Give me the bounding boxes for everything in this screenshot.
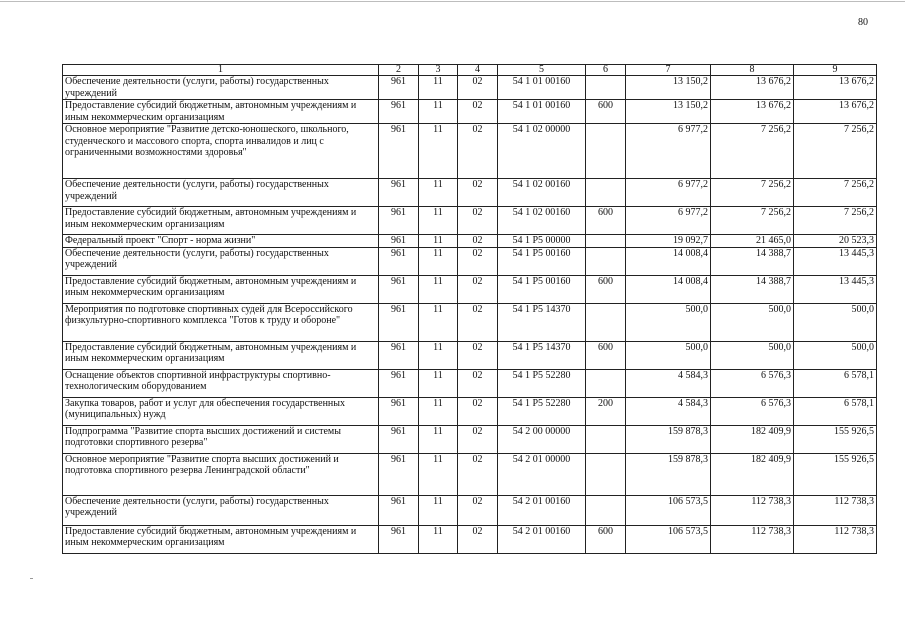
row-name-cell: Обеспечение деятельности (услуги, работы) государственных учреждений bbox=[63, 179, 379, 207]
amount-cell: 155 926,5 bbox=[794, 425, 877, 453]
table-row bbox=[63, 207, 877, 235]
amount-cell: 13 150,2 bbox=[626, 76, 711, 100]
amount-cell: 112 738,3 bbox=[711, 525, 794, 553]
expense-type-cell bbox=[586, 495, 626, 525]
subsection-cell: 02 bbox=[458, 235, 498, 248]
admin-code-cell: 961 bbox=[379, 179, 419, 207]
section-cell: 11 bbox=[419, 303, 458, 341]
amount-cell: 106 573,5 bbox=[626, 495, 711, 525]
table-row bbox=[63, 76, 877, 100]
target-article-cell: 54 1 02 00160 bbox=[498, 207, 586, 235]
column-header: 3 bbox=[419, 65, 458, 76]
target-article-cell: 54 1 P5 00000 bbox=[498, 235, 586, 248]
amount-cell: 500,0 bbox=[794, 341, 877, 369]
amount-cell: 19 092,7 bbox=[626, 235, 711, 248]
admin-code-cell: 961 bbox=[379, 525, 419, 553]
amount-cell: 7 256,2 bbox=[711, 179, 794, 207]
section-cell: 11 bbox=[419, 76, 458, 100]
amount-cell: 13 676,2 bbox=[794, 100, 877, 124]
amount-cell: 14 008,4 bbox=[626, 275, 711, 303]
admin-code-cell: 961 bbox=[379, 100, 419, 124]
expense-type-cell bbox=[586, 247, 626, 275]
subsection-cell: 02 bbox=[458, 76, 498, 100]
top-rule bbox=[0, 1, 905, 2]
table-row bbox=[63, 369, 877, 397]
admin-code-cell: 961 bbox=[379, 235, 419, 248]
admin-code-cell: 961 bbox=[379, 425, 419, 453]
target-article-cell: 54 2 01 00160 bbox=[498, 525, 586, 553]
table-row bbox=[63, 100, 877, 124]
expense-type-cell bbox=[586, 303, 626, 341]
row-name-cell: Предоставление субсидий бюджетным, автономным учреждениям и иным некоммерческим организациям bbox=[63, 341, 379, 369]
section-cell: 11 bbox=[419, 179, 458, 207]
target-article-cell: 54 1 02 00160 bbox=[498, 179, 586, 207]
column-header: 2 bbox=[379, 65, 419, 76]
table-row bbox=[63, 397, 877, 425]
expense-type-cell bbox=[586, 235, 626, 248]
target-article-cell: 54 1 P5 52280 bbox=[498, 397, 586, 425]
amount-cell: 13 676,2 bbox=[794, 76, 877, 100]
amount-cell: 13 150,2 bbox=[626, 100, 711, 124]
expense-type-cell: 200 bbox=[586, 397, 626, 425]
scan-mark bbox=[30, 578, 33, 579]
section-cell: 11 bbox=[419, 235, 458, 248]
amount-cell: 6 977,2 bbox=[626, 207, 711, 235]
amount-cell: 159 878,3 bbox=[626, 425, 711, 453]
admin-code-cell: 961 bbox=[379, 495, 419, 525]
admin-code-cell: 961 bbox=[379, 247, 419, 275]
table-row bbox=[63, 303, 877, 341]
table-row bbox=[63, 495, 877, 525]
admin-code-cell: 961 bbox=[379, 275, 419, 303]
expense-type-cell bbox=[586, 179, 626, 207]
column-header: 7 bbox=[626, 65, 711, 76]
amount-cell: 7 256,2 bbox=[711, 207, 794, 235]
amount-cell: 7 256,2 bbox=[794, 124, 877, 179]
amount-cell: 155 926,5 bbox=[794, 453, 877, 495]
row-name-cell: Обеспечение деятельности (услуги, работы) государственных учреждений bbox=[63, 76, 379, 100]
row-name-cell: Предоставление субсидий бюджетным, автономным учреждениям и иным некоммерческим организациям bbox=[63, 525, 379, 553]
expense-type-cell bbox=[586, 425, 626, 453]
table-row bbox=[63, 124, 877, 179]
table-row bbox=[63, 341, 877, 369]
expense-type-cell: 600 bbox=[586, 207, 626, 235]
amount-cell: 20 523,3 bbox=[794, 235, 877, 248]
target-article-cell: 54 2 00 00000 bbox=[498, 425, 586, 453]
amount-cell: 6 576,3 bbox=[711, 369, 794, 397]
row-name-cell: Основное мероприятие "Развитие детско-юношеского, школьного, студенческого и массового спорта, спорта инвалидов и лиц с ограниченными возможностями здоровья" bbox=[63, 124, 379, 179]
table-row bbox=[63, 525, 877, 553]
column-header: 5 bbox=[498, 65, 586, 76]
target-article-cell: 54 1 02 00000 bbox=[498, 124, 586, 179]
amount-cell: 13 676,2 bbox=[711, 100, 794, 124]
target-article-cell: 54 1 01 00160 bbox=[498, 100, 586, 124]
amount-cell: 500,0 bbox=[711, 341, 794, 369]
table-row bbox=[63, 179, 877, 207]
table-row bbox=[63, 235, 877, 248]
target-article-cell: 54 1 P5 14370 bbox=[498, 303, 586, 341]
amount-cell: 21 465,0 bbox=[711, 235, 794, 248]
admin-code-cell: 961 bbox=[379, 341, 419, 369]
amount-cell: 6 977,2 bbox=[626, 124, 711, 179]
column-header: 9 bbox=[794, 65, 877, 76]
expense-type-cell: 600 bbox=[586, 100, 626, 124]
subsection-cell: 02 bbox=[458, 303, 498, 341]
target-article-cell: 54 1 P5 52280 bbox=[498, 369, 586, 397]
subsection-cell: 02 bbox=[458, 207, 498, 235]
target-article-cell: 54 1 P5 14370 bbox=[498, 341, 586, 369]
subsection-cell: 02 bbox=[458, 525, 498, 553]
row-name-cell: Оснащение объектов спортивной инфраструктуры спортивно-технологическим оборудованием bbox=[63, 369, 379, 397]
target-article-cell: 54 1 01 00160 bbox=[498, 76, 586, 100]
budget-table bbox=[62, 64, 877, 554]
amount-cell: 182 409,9 bbox=[711, 425, 794, 453]
amount-cell: 159 878,3 bbox=[626, 453, 711, 495]
subsection-cell: 02 bbox=[458, 397, 498, 425]
admin-code-cell: 961 bbox=[379, 207, 419, 235]
amount-cell: 500,0 bbox=[626, 303, 711, 341]
amount-cell: 112 738,3 bbox=[711, 495, 794, 525]
section-cell: 11 bbox=[419, 397, 458, 425]
expense-type-cell: 600 bbox=[586, 341, 626, 369]
subsection-cell: 02 bbox=[458, 495, 498, 525]
row-name-cell: Подпрограмма "Развитие спорта высших достижений и системы подготовки спортивного резерва" bbox=[63, 425, 379, 453]
row-name-cell: Предоставление субсидий бюджетным, автономным учреждениям и иным некоммерческим организациям bbox=[63, 207, 379, 235]
amount-cell: 112 738,3 bbox=[794, 525, 877, 553]
expense-type-cell bbox=[586, 369, 626, 397]
amount-cell: 112 738,3 bbox=[794, 495, 877, 525]
section-cell: 11 bbox=[419, 275, 458, 303]
amount-cell: 13 445,3 bbox=[794, 247, 877, 275]
amount-cell: 14 388,7 bbox=[711, 247, 794, 275]
column-header: 8 bbox=[711, 65, 794, 76]
admin-code-cell: 961 bbox=[379, 303, 419, 341]
subsection-cell: 02 bbox=[458, 341, 498, 369]
amount-cell: 4 584,3 bbox=[626, 369, 711, 397]
row-name-cell: Предоставление субсидий бюджетным, автономным учреждениям и иным некоммерческим организациям bbox=[63, 275, 379, 303]
expense-type-cell: 600 bbox=[586, 525, 626, 553]
section-cell: 11 bbox=[419, 341, 458, 369]
expense-type-cell bbox=[586, 76, 626, 100]
section-cell: 11 bbox=[419, 369, 458, 397]
expense-type-cell bbox=[586, 124, 626, 179]
amount-cell: 500,0 bbox=[626, 341, 711, 369]
subsection-cell: 02 bbox=[458, 275, 498, 303]
section-cell: 11 bbox=[419, 207, 458, 235]
subsection-cell: 02 bbox=[458, 124, 498, 179]
row-name-cell: Федеральный проект "Спорт - норма жизни" bbox=[63, 235, 379, 248]
section-cell: 11 bbox=[419, 495, 458, 525]
amount-cell: 7 256,2 bbox=[794, 179, 877, 207]
subsection-cell: 02 bbox=[458, 453, 498, 495]
amount-cell: 14 388,7 bbox=[711, 275, 794, 303]
amount-cell: 6 576,3 bbox=[711, 397, 794, 425]
row-name-cell: Закупка товаров, работ и услуг для обеспечения государственных (муниципальных) нужд bbox=[63, 397, 379, 425]
row-name-cell: Мероприятия по подготовке спортивных судей для Всероссийского физкультурно-спортивного комплекса "Готов к труду и обороне" bbox=[63, 303, 379, 341]
page-number: 80 bbox=[858, 17, 868, 28]
table-row bbox=[63, 425, 877, 453]
column-header: 6 bbox=[586, 65, 626, 76]
amount-cell: 4 584,3 bbox=[626, 397, 711, 425]
admin-code-cell: 961 bbox=[379, 76, 419, 100]
admin-code-cell: 961 bbox=[379, 124, 419, 179]
amount-cell: 6 578,1 bbox=[794, 369, 877, 397]
amount-cell: 500,0 bbox=[794, 303, 877, 341]
row-name-cell: Обеспечение деятельности (услуги, работы) государственных учреждений bbox=[63, 495, 379, 525]
amount-cell: 13 445,3 bbox=[794, 275, 877, 303]
section-cell: 11 bbox=[419, 247, 458, 275]
row-name-cell: Предоставление субсидий бюджетным, автономным учреждениям и иным некоммерческим организациям bbox=[63, 100, 379, 124]
target-article-cell: 54 2 01 00000 bbox=[498, 453, 586, 495]
table-row bbox=[63, 275, 877, 303]
amount-cell: 182 409,9 bbox=[711, 453, 794, 495]
admin-code-cell: 961 bbox=[379, 453, 419, 495]
row-name-cell: Обеспечение деятельности (услуги, работы) государственных учреждений bbox=[63, 247, 379, 275]
column-header: 1 bbox=[63, 65, 379, 76]
admin-code-cell: 961 bbox=[379, 397, 419, 425]
section-cell: 11 bbox=[419, 525, 458, 553]
subsection-cell: 02 bbox=[458, 425, 498, 453]
amount-cell: 106 573,5 bbox=[626, 525, 711, 553]
amount-cell: 13 676,2 bbox=[711, 76, 794, 100]
amount-cell: 6 977,2 bbox=[626, 179, 711, 207]
target-article-cell: 54 2 01 00160 bbox=[498, 495, 586, 525]
amount-cell: 7 256,2 bbox=[794, 207, 877, 235]
amount-cell: 500,0 bbox=[711, 303, 794, 341]
subsection-cell: 02 bbox=[458, 369, 498, 397]
expense-type-cell: 600 bbox=[586, 275, 626, 303]
amount-cell: 7 256,2 bbox=[711, 124, 794, 179]
subsection-cell: 02 bbox=[458, 247, 498, 275]
column-header: 4 bbox=[458, 65, 498, 76]
table-row bbox=[63, 453, 877, 495]
target-article-cell: 54 1 P5 00160 bbox=[498, 275, 586, 303]
amount-cell: 14 008,4 bbox=[626, 247, 711, 275]
section-cell: 11 bbox=[419, 100, 458, 124]
table-row bbox=[63, 247, 877, 275]
subsection-cell: 02 bbox=[458, 100, 498, 124]
amount-cell: 6 578,1 bbox=[794, 397, 877, 425]
section-cell: 11 bbox=[419, 124, 458, 179]
row-name-cell: Основное мероприятие "Развитие спорта высших достижений и подготовка спортивного резерва Ленинградской области" bbox=[63, 453, 379, 495]
expense-type-cell bbox=[586, 453, 626, 495]
subsection-cell: 02 bbox=[458, 179, 498, 207]
admin-code-cell: 961 bbox=[379, 369, 419, 397]
header-row bbox=[63, 65, 877, 76]
target-article-cell: 54 1 P5 00160 bbox=[498, 247, 586, 275]
section-cell: 11 bbox=[419, 425, 458, 453]
section-cell: 11 bbox=[419, 453, 458, 495]
